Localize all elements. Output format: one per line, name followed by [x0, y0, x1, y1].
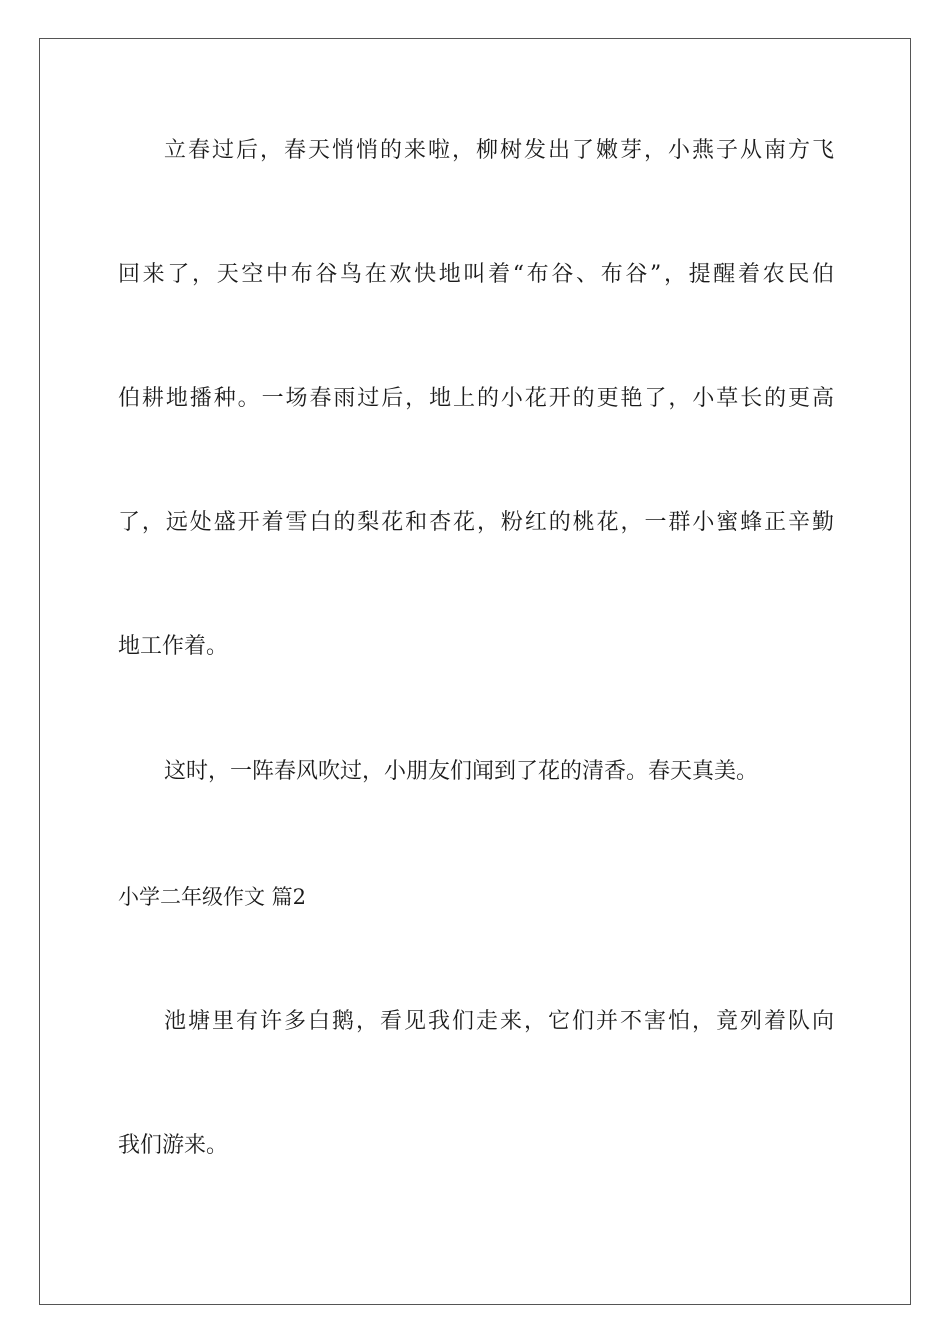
paragraph-1-line-4: 了，远处盛开着雪白的梨花和杏花，粉红的桃花，一群小蜜蜂正辛勤: [118, 510, 834, 535]
section-heading: 小学二年级作文 篇2: [118, 885, 307, 909]
paragraph-1-line-5: 地工作着。: [118, 634, 229, 659]
page-border: [39, 38, 911, 1305]
paragraph-1-line-3: 伯耕地播种。一场春雨过后，地上的小花开的更艳了，小草长的更高: [118, 386, 834, 411]
paragraph-1-line-1: 立春过后，春天悄悄的来啦，柳树发出了嫩芽，小燕子从南方飞: [164, 138, 834, 163]
paragraph-2-line-1: 这时，一阵春风吹过，小朋友们闻到了花的清香。春天真美。: [164, 759, 759, 784]
paragraph-1-line-2: 回来了，天空中布谷鸟在欢快地叫着“布谷、布谷”，提醒着农民伯: [118, 262, 834, 287]
paragraph-3-line-1: 池塘里有许多白鹅，看见我们走来，它们并不害怕，竟列着队向: [164, 1009, 834, 1034]
paragraph-3-line-2: 我们游来。: [118, 1133, 229, 1158]
